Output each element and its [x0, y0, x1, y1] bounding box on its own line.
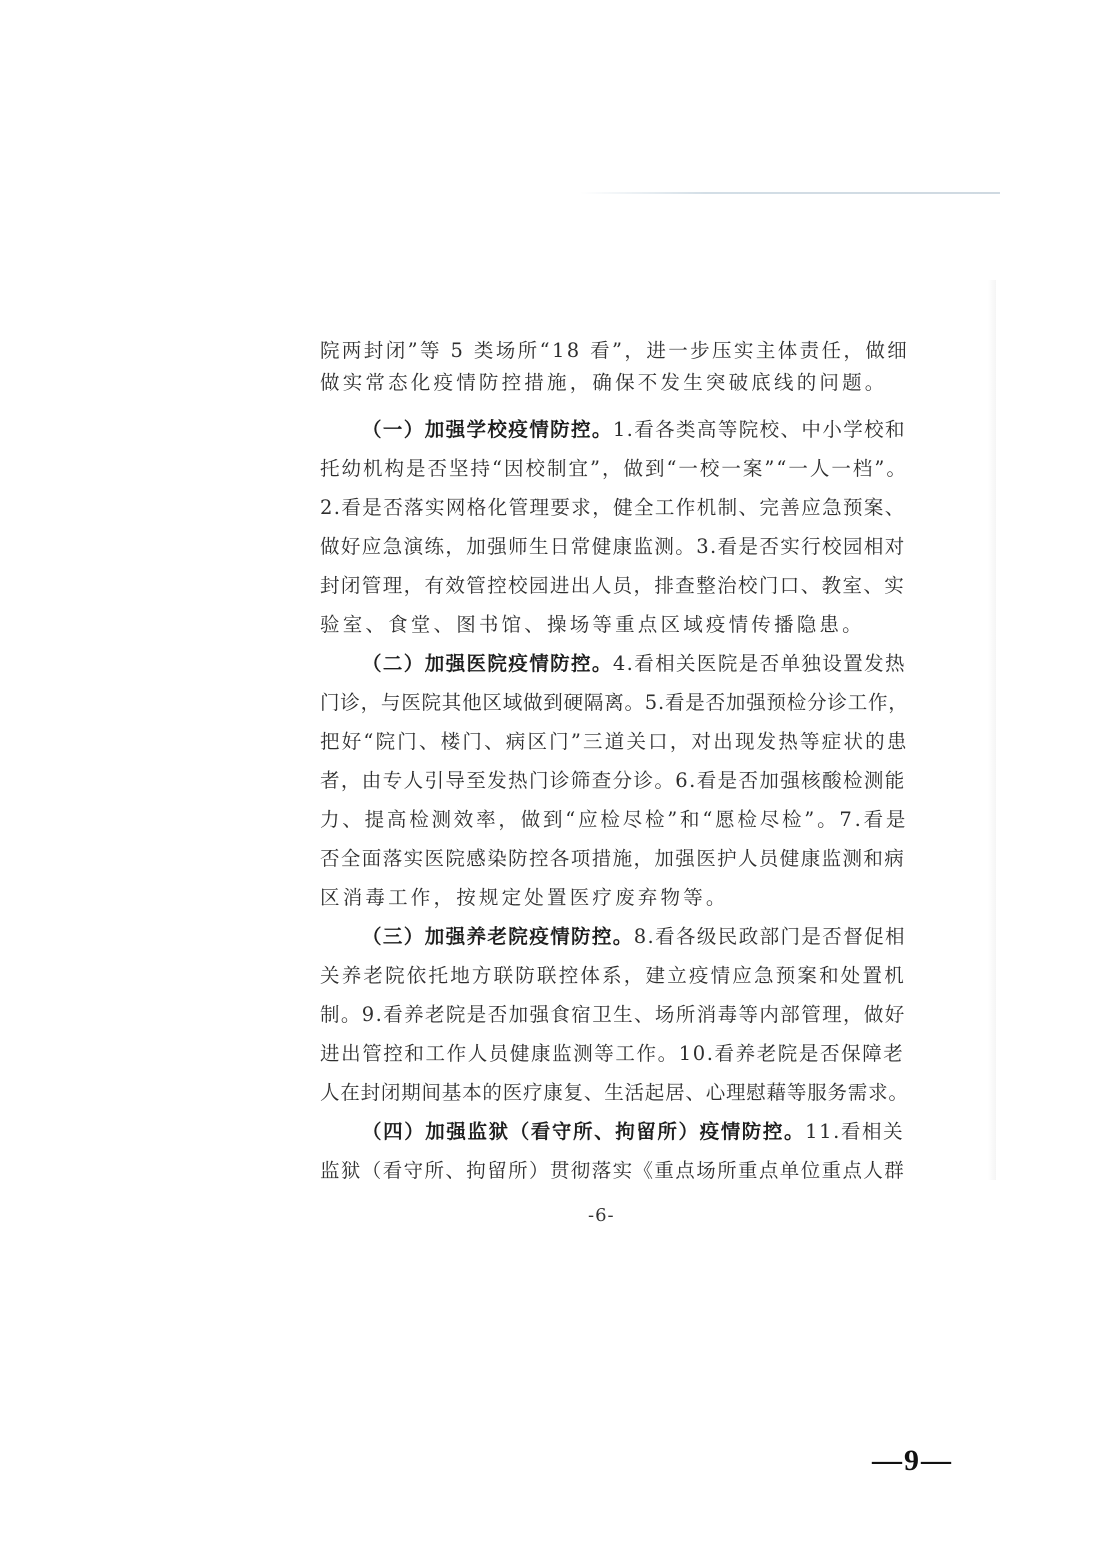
text-line: 监狱（看守所、拘留所）贯彻落实《重点场所重点单位重点人群: [320, 1159, 906, 1182]
scan-edge-shadow: [988, 280, 996, 1180]
text-line: [362, 1119, 908, 1145]
section-text: 1.看各类高等院校、中小学校和: [612, 418, 906, 441]
text-line: 制。9.看养老院是否加强食宿卫生、场所消毒等内部管理，做好: [320, 1003, 906, 1026]
section-heading: （四）加强监狱（看守所、拘留所）疫情防控。: [362, 1120, 806, 1143]
text-line: 者，由专人引导至发热门诊筛查分诊。6.看是否加强核酸检测能: [320, 769, 906, 792]
text-line: 人在封闭期间基本的医疗康复、生活起居、心理慰藉等服务需求。: [320, 1081, 909, 1104]
text-line: 做好应急演练，加强师生日常健康监测。3.看是否实行校园相对: [320, 535, 906, 558]
text-line: 托幼机构是否坚持“因校制宜”，做到“一校一案”“一人一档”。: [320, 457, 908, 480]
text-line: 封闭管理，有效管控校园进出人员，排查整治校门口、教室、实: [320, 574, 906, 597]
text-line: 2.看是否落实网格化管理要求，健全工作机制、完善应急预案、: [320, 496, 906, 519]
text-line: 区消毒工作，按规定处置医疗废弃物等。: [320, 886, 729, 909]
text-line: 否全面落实医院感染防控各项措施，加强医护人员健康监测和病: [320, 847, 906, 870]
text-line: [362, 417, 908, 443]
text-line: 力、提高检测效率，做到“应检尽检”和“愿检尽检”。7.看是: [320, 808, 909, 831]
text-line: 做实常态化疫情防控措施，确保不发生突破底线的问题。: [320, 371, 888, 394]
inner-page-number: -6-: [588, 1205, 615, 1226]
text-line: 关养老院依托地方联防联控体系，建立疫情应急预案和处置机: [320, 964, 906, 987]
section-text: 4.看相关医院是否单独设置发热: [612, 652, 906, 675]
section-text: 11.看相关: [805, 1120, 905, 1143]
section-heading: （三）加强养老院疫情防控。: [362, 925, 634, 948]
text-line: 进出管控和工作人员健康监测等工作。10.看养老院是否保障老: [320, 1042, 905, 1065]
outer-page-number: —9—: [872, 1444, 953, 1477]
section-text: 8.看各级民政部门是否督促相: [633, 925, 906, 948]
section-heading: （一）加强学校疫情防控。: [362, 418, 613, 441]
text-line: 把好“院门、楼门、病区门”三道关口，对出现发热等症状的患: [320, 730, 909, 753]
text-line: 门诊，与医院其他区域做到硬隔离。5.看是否加强预检分诊工作，: [320, 691, 909, 714]
text-line: [362, 924, 908, 950]
text-line: 验室、食堂、图书馆、操场等重点区域疫情传播隐患。: [320, 613, 865, 636]
section-heading: （二）加强医院疫情防控。: [362, 652, 613, 675]
scan-edge-line: [580, 192, 1000, 194]
text-line: 院两封闭”等 5 类场所“18 看”，进一步压实主体责任，做细: [320, 339, 910, 362]
text-line: [362, 651, 908, 677]
